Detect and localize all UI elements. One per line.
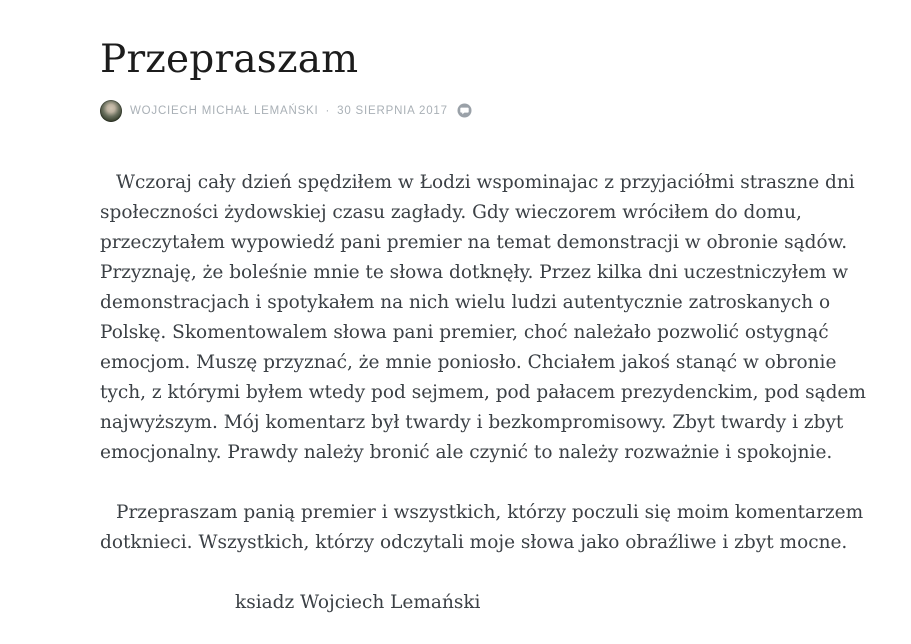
article-body	[100, 168, 878, 618]
comments-icon[interactable]	[457, 103, 472, 118]
byline-separator: ·	[325, 104, 331, 117]
post-date: 30 SIERPNIA 2017	[337, 104, 448, 117]
page-title: Przepraszam	[100, 37, 359, 82]
paragraph-2: Przepraszam panią premier i wszystkich, którzy poczuli się moim komentarzem dotknieci. Wszystkich, którzy odczytali moje słowa jako obraźliwe i zbyt mocne.	[100, 501, 864, 553]
byline	[100, 100, 851, 122]
paragraph-1: Wczoraj cały dzień spędziłem w Łodzi wspominajac z przyjaciółmi straszne dni społeczności żydowskiej czasu zagłady. Gdy wieczorem wróciłem do domu, przeczytałem wypowiedź pani premier na temat demonstracji w obronie sądów. Przyznaję, że boleśnie mnie te słowa dotknęły. Przez kilka dni uczestniczyłem w demonstracjach i spotykałem na nich wielu ludzi autentycznie zatroskanych o Polskę. Skomentowalem słowa pani premier, choć należało pozwolić ostygnąć emocjom. Muszę przyznać, że mnie poniosło. Chciałem jakoś stanąć w obronie tych, z którymi byłem wtedy pod sejmem, pod pałacem prezydenckim, pod sądem najwyższym. Mój komentarz był twardy i bezkompromisowy. Zbyt twardy i zbyt emocjonalny. Prawdy należy bronić ale czynić to należy rozważnie i spokojnie.	[100, 171, 866, 463]
signature-line: ksiadz Wojciech Lemański	[235, 591, 481, 613]
author-avatar[interactable]	[100, 100, 122, 122]
author-name-link[interactable]: WOJCIECH MICHAŁ LEMAŃSKI	[130, 104, 319, 117]
